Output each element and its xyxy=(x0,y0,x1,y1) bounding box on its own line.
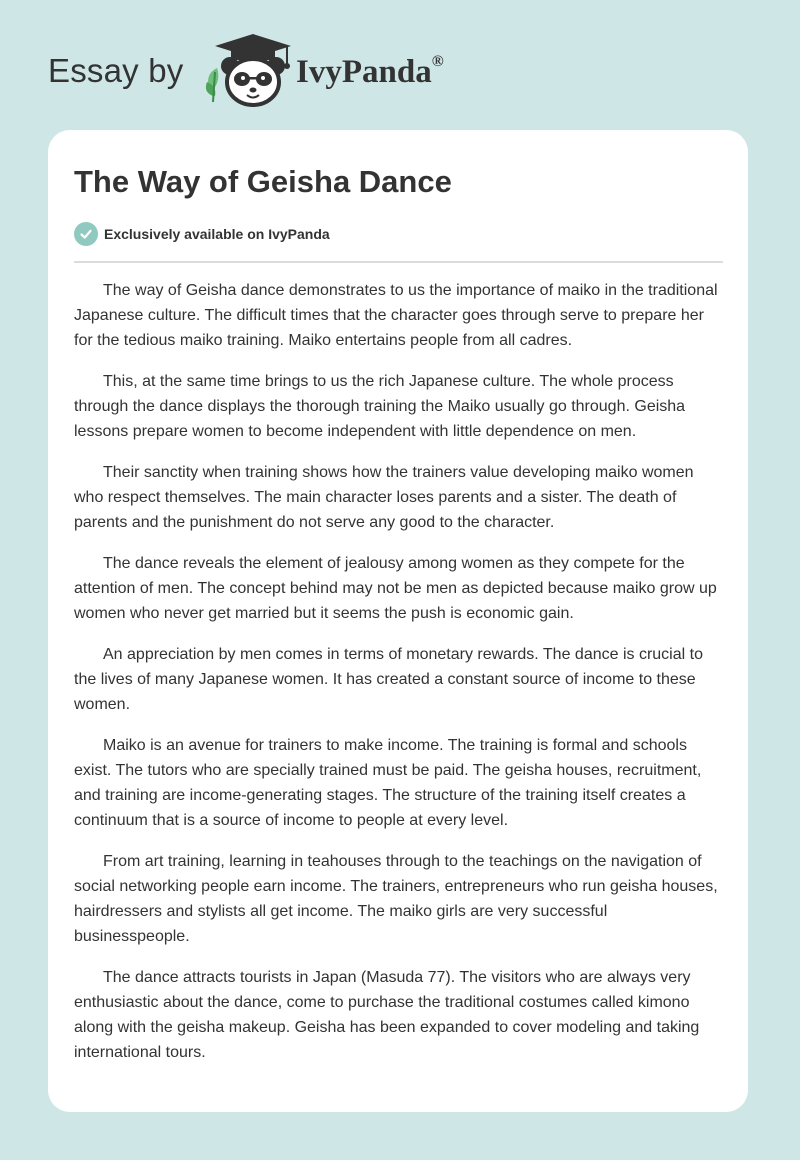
panda-graduate-icon[interactable] xyxy=(203,30,303,110)
paragraph: The way of Geisha dance demonstrates to us the importance of maiko in the traditional Japanese culture. The difficult times that the character goes through serve to prepare her for the tedious maiko training. Maiko entertains people from all cadres. xyxy=(74,282,718,349)
paragraph: The dance reveals the element of jealousy among women as they compete for the attention of men. The concept behind may not be men as depicted because maiko grow up women who never get married but it seems the push is economic gain. xyxy=(74,555,717,622)
brand-name[interactable]: IvyPanda® xyxy=(296,53,444,90)
paragraph: From art training, learning in teahouses through to the teachings on the navigation of social networking people earn income. The trainers, entrepreneurs who run geisha houses, hairdressers and stylists all get income. The maiko girls are very successful businesspeople. xyxy=(74,853,718,945)
badge-text: Exclusively available on IvyPanda xyxy=(104,226,330,242)
paragraph: The dance attracts tourists in Japan (Masuda 77). The visitors who are always very enthusiastic about the dance, come to purchase the traditional costumes called kimono along with the geisha makeup. Geisha has been expanded to cover modeling and taking international tours. xyxy=(74,969,700,1061)
paragraph: Their sanctity when training shows how the trainers value developing maiko women who respect themselves. The main character loses parents and a sister. The death of parents and the punishment do not serve any good to the character. xyxy=(74,464,694,531)
exclusive-badge xyxy=(74,221,330,247)
essay-body xyxy=(74,278,724,1081)
site-header xyxy=(48,30,648,120)
essay-by-label: Essay by xyxy=(48,52,184,89)
paragraph: Maiko is an avenue for trainers to make income. The training is formal and schools exist. The tutors who are specially trained must be paid. The geisha houses, recruitment, and training are income-generating stages. The structure of the training itself creates a continuum that is a source of income to people at every level. xyxy=(74,737,702,829)
essay-card xyxy=(48,130,748,1112)
check-icon xyxy=(74,222,98,246)
page-title: The Way of Geisha Dance xyxy=(74,164,452,199)
paragraph: An appreciation by men comes in terms of monetary rewards. The dance is crucial to the lives of many Japanese women. It has created a constant source of income to these women. xyxy=(74,646,703,713)
divider xyxy=(74,261,723,263)
paragraph: This, at the same time brings to us the rich Japanese culture. The whole process through the dance displays the thorough training the Maiko usually go through. Geisha lessons prepare women to become independent with little dependence on men. xyxy=(74,373,686,440)
